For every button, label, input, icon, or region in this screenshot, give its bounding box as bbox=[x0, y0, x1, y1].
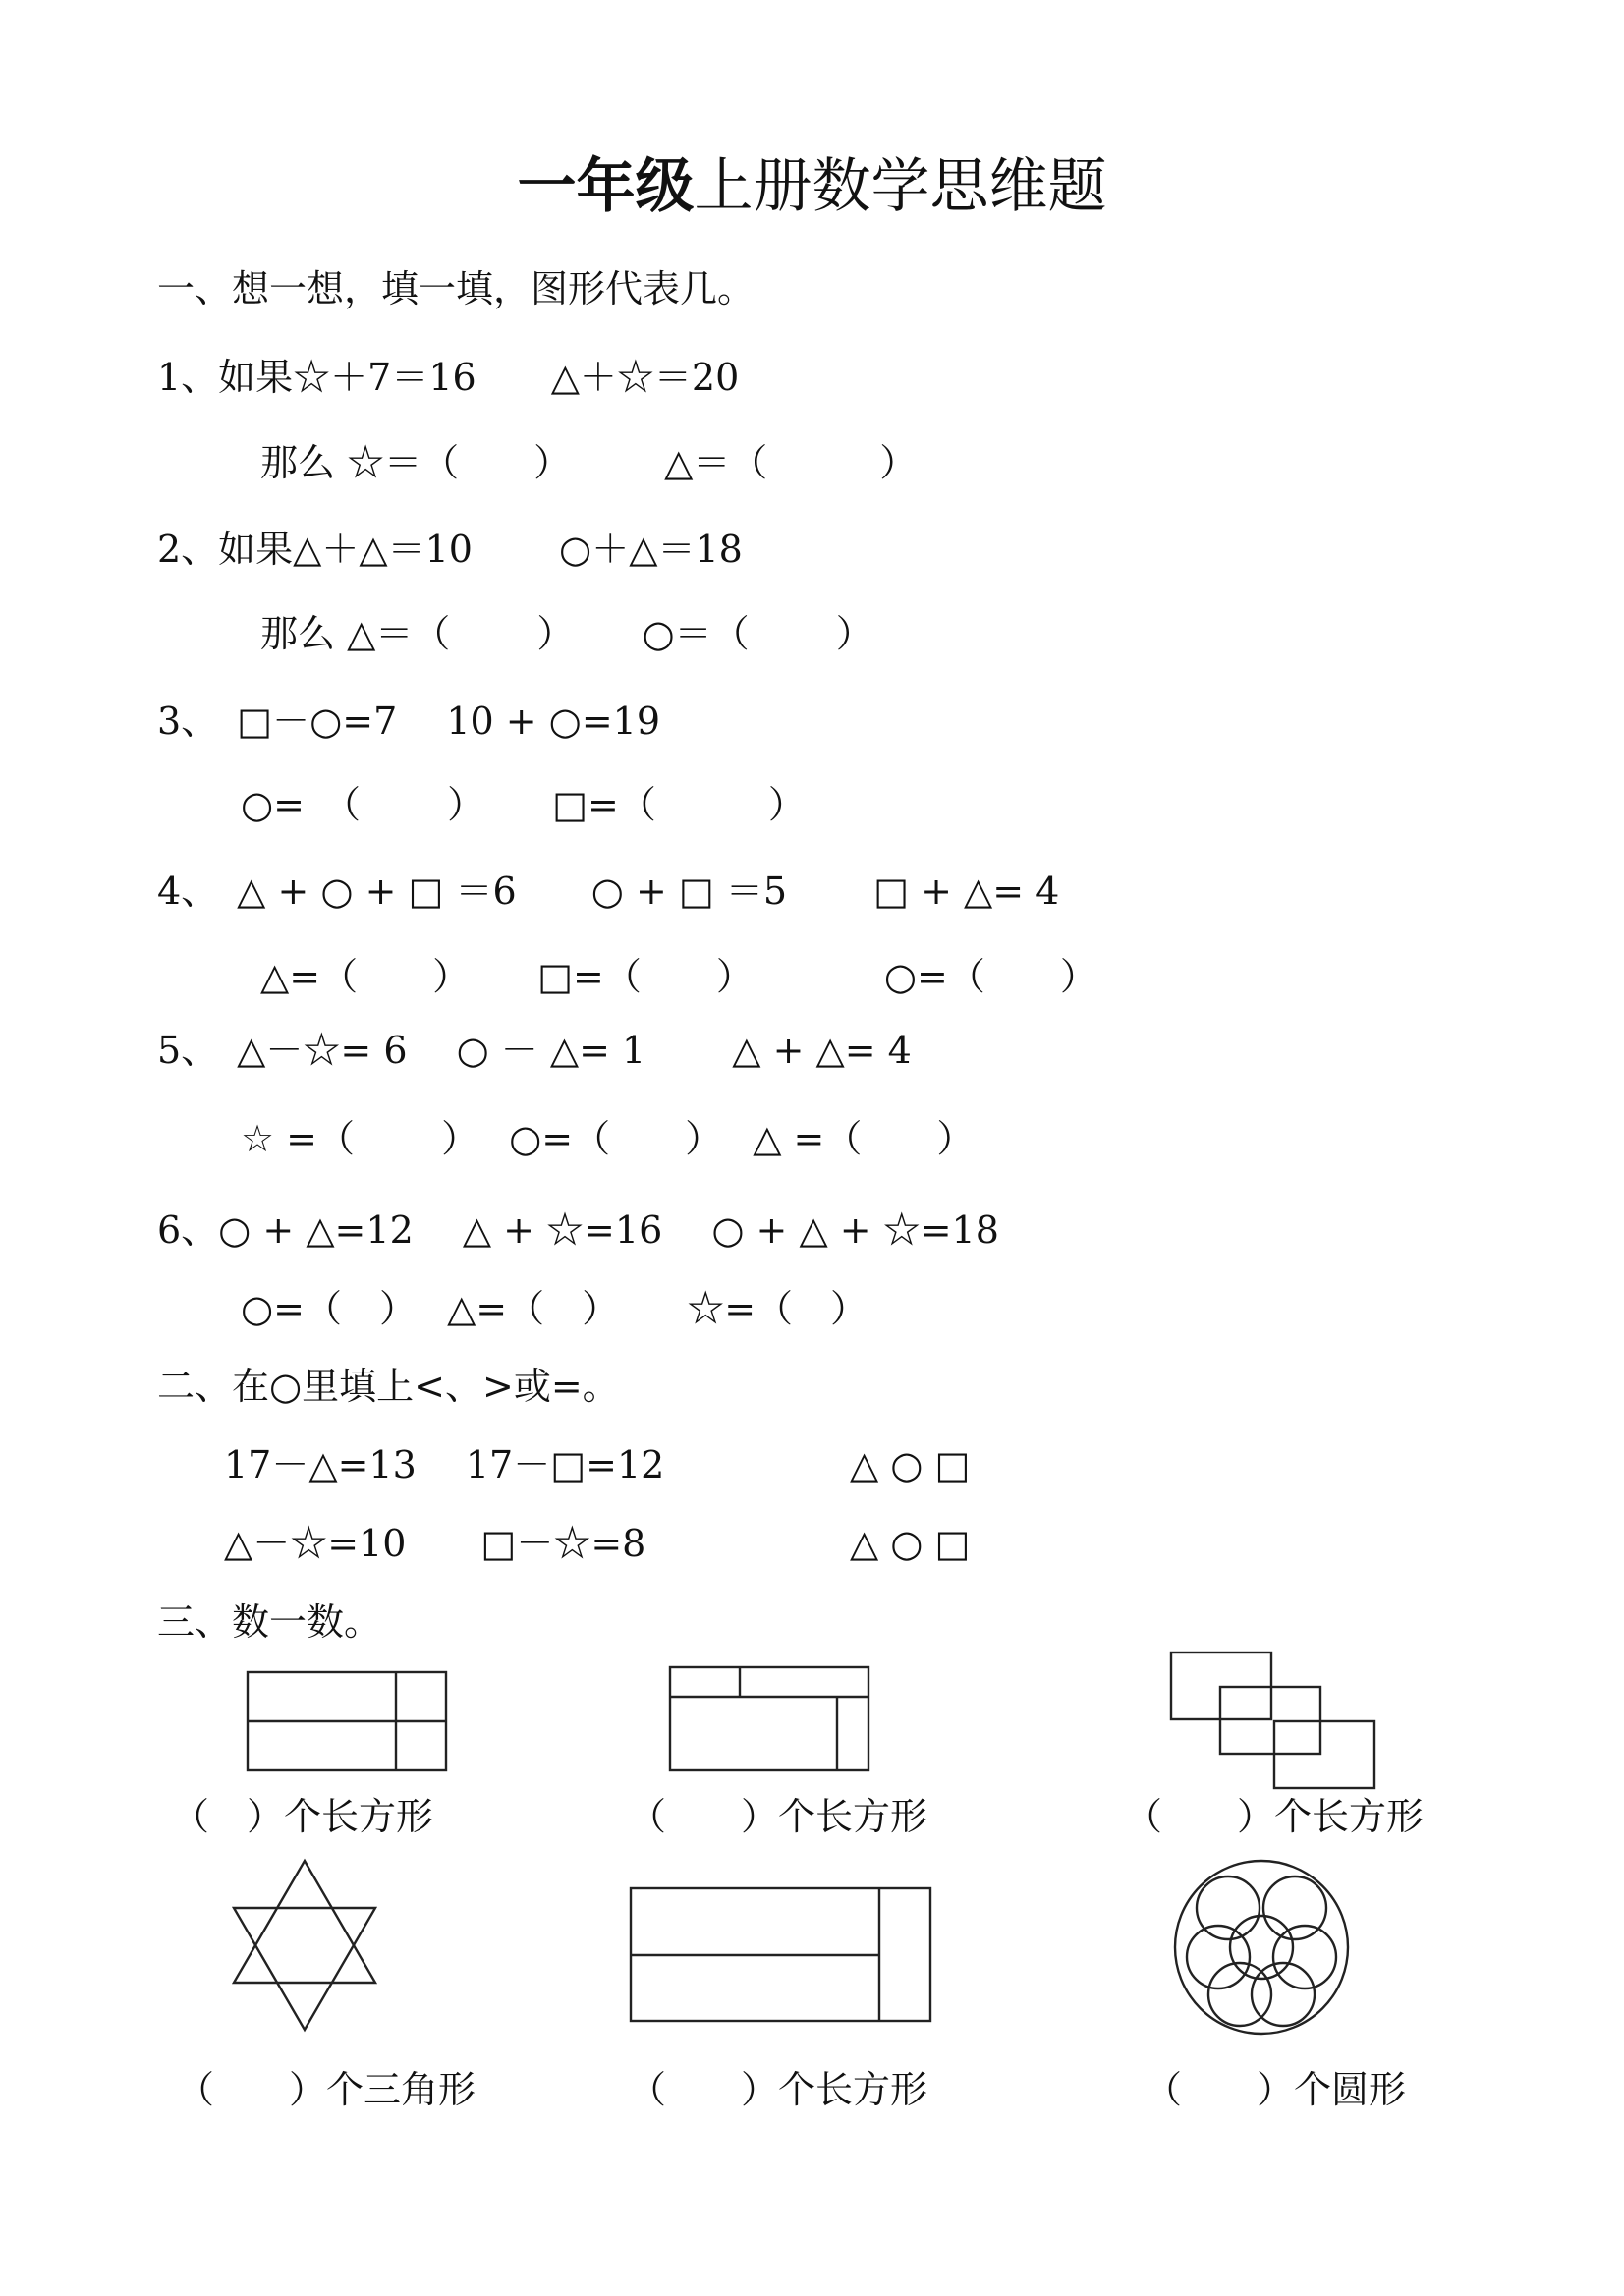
question-4-answer: △=（ ） □=（ ） ○=（ ） bbox=[260, 955, 1097, 998]
rect-figure-2 bbox=[668, 1665, 874, 1773]
compare-row-2-blank: △ ○ □ bbox=[850, 1522, 971, 1565]
question-6-equation: 6、○ + △=12 △ + ☆=16 ○ + △ + ☆=18 bbox=[157, 1208, 999, 1252]
question-5-equation: 5、 △－☆= 6 ○ － △= 1 △ + △= 4 bbox=[157, 1029, 912, 1072]
page-title bbox=[0, 152, 1624, 221]
compare-row-2: △－☆=10 □－☆=8 bbox=[224, 1522, 646, 1565]
title-bold: 一年级 bbox=[517, 152, 695, 221]
overlap-squares-figure bbox=[1169, 1651, 1385, 1793]
count-label-4: （ ）个三角形 bbox=[177, 2068, 476, 2111]
circles-figure bbox=[1171, 1857, 1352, 2038]
question-2-equation: 2、如果△＋△＝10 ○＋△＝18 bbox=[157, 528, 743, 571]
count-label-1: （ ）个长方形 bbox=[172, 1795, 434, 1838]
compare-row-1-blank: △ ○ □ bbox=[850, 1443, 971, 1486]
count-label-5: （ ）个长方形 bbox=[629, 2068, 928, 2111]
section-2-heading: 二、在○里填上<、>或=。 bbox=[157, 1365, 620, 1408]
question-5-answer: ☆ =（ ） ○=（ ） △ =（ ） bbox=[241, 1117, 975, 1160]
question-3-answer: ○= （ ） □=（ ） bbox=[241, 783, 806, 826]
question-4-equation: 4、 △ + ○ + □ ＝6 ○ + □ ＝5 □ + △= 4 bbox=[157, 869, 1060, 913]
rect-figure-1 bbox=[246, 1670, 452, 1773]
compare-row-1: 17－△=13 17－□=12 bbox=[224, 1443, 665, 1486]
question-3-equation: 3、 □－○=7 10 + ○=19 bbox=[157, 700, 661, 743]
section-3-heading: 三、数一数。 bbox=[157, 1600, 382, 1644]
question-6-answer: ○=（ ） △=（ ） ☆=（ ） bbox=[241, 1287, 868, 1330]
question-2-answer: 那么 △＝（ ） ○＝（ ） bbox=[260, 612, 873, 655]
title-rest: 上册数学思维题 bbox=[694, 152, 1107, 221]
hexagram-figure bbox=[226, 1857, 383, 2034]
count-label-6: （ ）个圆形 bbox=[1145, 2068, 1407, 2111]
question-1-equation: 1、如果☆＋7＝16 △＋☆＝20 bbox=[157, 356, 740, 399]
section-1-heading: 一、想一想，填一填，图形代表几。 bbox=[157, 267, 756, 310]
count-label-3: （ ）个长方形 bbox=[1125, 1795, 1425, 1838]
question-1-answer: 那么 ☆＝（ ） △＝（ ） bbox=[260, 441, 918, 484]
count-label-2: （ ）个长方形 bbox=[629, 1795, 928, 1838]
rect-figure-5 bbox=[629, 1886, 933, 2024]
